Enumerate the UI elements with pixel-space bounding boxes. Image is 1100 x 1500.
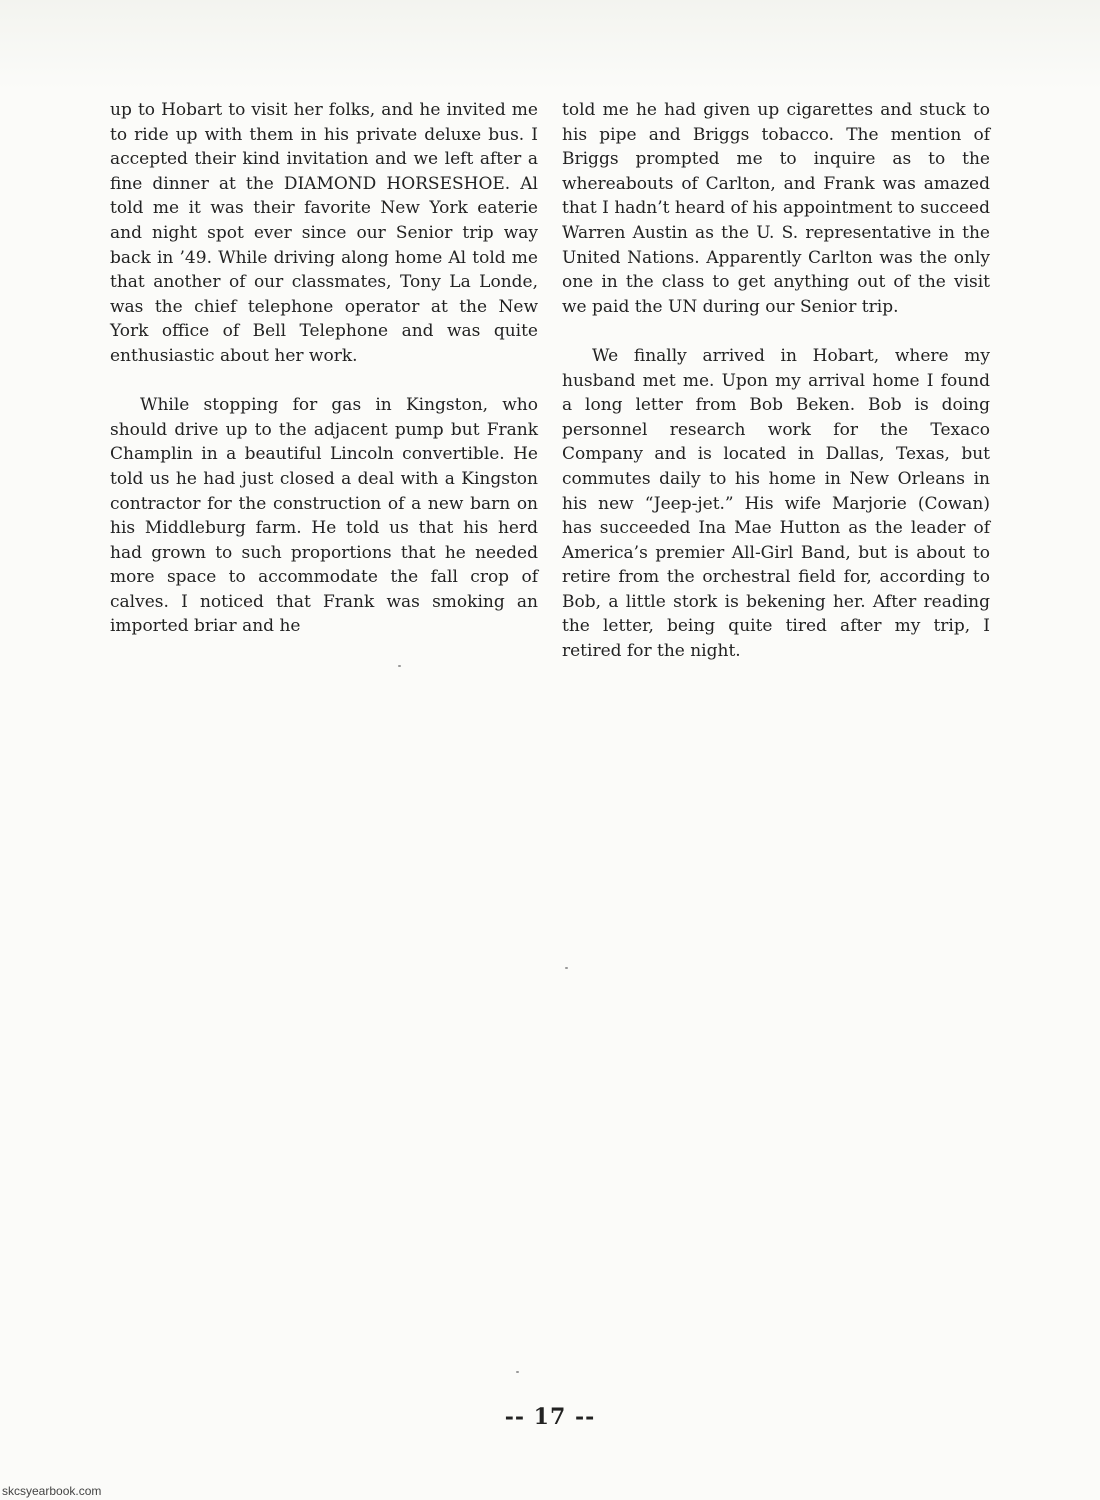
paper-speck xyxy=(398,665,401,667)
left-text-column xyxy=(110,98,538,664)
site-watermark: skcsyearbook.com xyxy=(2,1484,102,1498)
left-paragraph-1: up to Hobart to visit her folks, and he invited me to ride up with them in his private deluxe bus. I accepted their kind invitation and we left after a fine dinner at the DIAMOND HORSESHOE. Al told me it was their favorite New York eaterie and night spot ever since our Senior trip way back in ’49. While driving along home Al told me that another of our classmates, Tony La Londe, was the chief telephone operator at the New York office of Bell Telephone and was quite enthusiastic about her work. xyxy=(110,100,538,366)
page-number: -- 17 -- xyxy=(504,1404,596,1430)
left-paragraph-2: While stopping for gas in Kingston, who should drive up to the adjacent pump but Frank Champlin in a beautiful Lincoln convertible. He told us he had just closed a deal with a Kingston contractor for the construction of a new barn on his Middleburg farm. He told us that his herd had grown to such proportions that he needed more space to accommodate the fall crop of calves. I noticed that Frank was smoking an imported briar and he xyxy=(110,395,538,637)
right-text-column xyxy=(562,98,990,688)
right-paragraph-2: We finally arrived in Hobart, where my husband met me. Upon my arrival home I found a long letter from Bob Beken. Bob is doing personnel research work for the Texaco Company and is located in Dallas, Texas, but commutes daily to his home in New Orleans in his new “Jeep-jet.” His wife Marjorie (Cowan) has succeeded Ina Mae Hutton as the leader of America’s premier All-Girl Band, but is about to retire from the orchestral field for, according to Bob, a little stork is bekening her. After reading the letter, being quite tired after my trip, I retired for the night. xyxy=(562,345,990,662)
page-top-shading xyxy=(0,0,1100,90)
paper-speck xyxy=(516,1371,519,1373)
right-paragraph-1: told me he had given up cigarettes and stuck to his pipe and Briggs tobacco. The mention of Briggs prompted me to inquire as to the whereabouts of Carlton, and Frank was amazed that I hadn’t heard of his appointment to succeed Warren Austin as the U. S. representative in the United Nations. Apparently Carlton was the only one in the class to get anything out of the visit we paid the UN during our Senior trip. xyxy=(562,100,990,317)
paper-speck xyxy=(565,967,568,969)
